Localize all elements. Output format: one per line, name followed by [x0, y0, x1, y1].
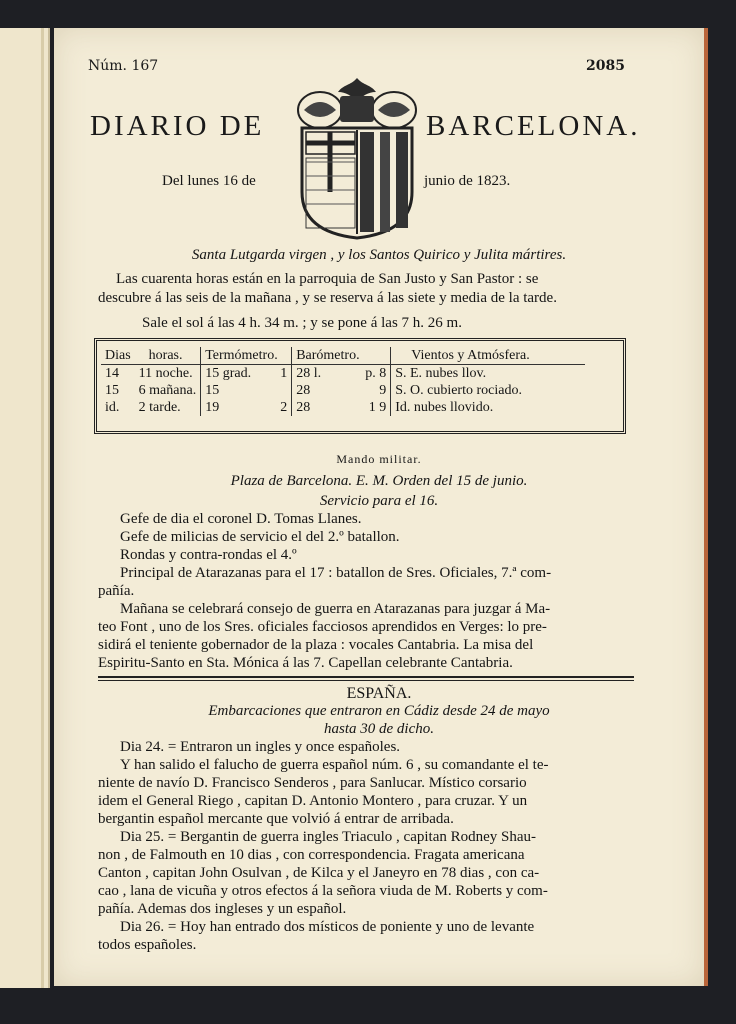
- cell-baro: 28: [296, 399, 311, 415]
- military-subheading: Plaza de Barcelona. E. M. Orden del 15 de junio.: [230, 473, 528, 489]
- spain-line: non , de Falmouth en 10 dias , con correspondencia. Fragata americana: [98, 847, 525, 863]
- cell-termo-frac: 1: [280, 365, 288, 381]
- cell-viento: S. E. nubes llov.: [395, 365, 487, 381]
- cell-viento: S. O. cubierto rociado.: [395, 382, 522, 398]
- col-termometro: Termómetro.: [201, 347, 292, 365]
- table-row: [101, 399, 585, 416]
- sunrise-sunset: Sale el sol á las 4 h. 34 m. ; y se pone á las 7 h. 26 m.: [142, 315, 462, 331]
- spain-line: todos españoles.: [98, 937, 197, 953]
- cell-baro: 28 l.: [296, 365, 322, 381]
- spain-subheading: Embarcaciones que entraron en Cádiz desde 24 de mayo: [208, 703, 550, 719]
- page-number: 2085: [586, 58, 625, 74]
- military-line: Gefe de milicias de servicio el del 2.º batallon.: [120, 529, 400, 545]
- spain-heading: ESPAÑA.: [346, 685, 412, 702]
- cell-hora: 2 tarde.: [135, 399, 201, 416]
- spain-subheading: hasta 30 de dicho.: [324, 721, 434, 737]
- masthead-left: DIARIO DE: [90, 110, 265, 142]
- issue-number: Núm. 167: [88, 58, 159, 74]
- spain-line: niente de navío D. Francisco Senderos , para Sanlucar. Místico corsario: [98, 775, 527, 791]
- cell-termo: 19: [205, 399, 220, 415]
- cell-termo: 15 grad.: [205, 365, 252, 381]
- military-line: Principal de Atarazanas para el 17 : batallon de Sres. Oficiales, 7.ª com-: [120, 565, 552, 581]
- military-line: Rondas y contra-rondas el 4.º: [120, 547, 297, 563]
- section-divider: [98, 676, 634, 678]
- spain-line: Canton , capitan John Osulvan , de Kilca y el Janeyro en 78 dias , con ca-: [98, 865, 540, 881]
- spain-line: Y han salido el falucho de guerra español núm. 6 , su comandante el te-: [120, 757, 549, 773]
- masthead-right: BARCELONA.: [426, 110, 641, 142]
- adjacent-page-edge: [0, 28, 50, 988]
- col-horas: horas.: [135, 347, 201, 365]
- spain-line: pañía. Ademas dos ingleses y un español.: [98, 901, 347, 917]
- table-row: [101, 365, 585, 383]
- cell-baro-p: p. 8: [365, 365, 387, 381]
- table-row: [101, 382, 585, 399]
- spain-line: cao , lana de vicuña y otros efectos á la señora viuda de M. Roberts y com-: [98, 883, 548, 899]
- cell-hora: 6 mañana.: [135, 382, 201, 399]
- forty-hours-line-1: Las cuarenta horas están en la parroquia de San Justo y San Pastor : se: [116, 271, 539, 287]
- spain-line: Dia 24. = Entraron un ingles y once españoles.: [120, 739, 401, 755]
- spain-line: idem el General Riego , capitan D. Antonio Montero , para cruzar. Y un: [98, 793, 528, 809]
- weather-table: [101, 347, 585, 416]
- saints-of-day: Santa Lutgarda virgen , y los Santos Quirico y Julita mártires.: [191, 247, 567, 263]
- date-right: junio de 1823.: [424, 173, 511, 189]
- cell-termo: 15: [205, 382, 220, 398]
- cell-baro-p: 1 9: [368, 399, 387, 415]
- council-line: Espiritu-Santo en Sta. Mónica á las 7. Capellan celebrante Cantabria.: [98, 655, 513, 671]
- council-line: Mañana se celebrará consejo de guerra en Atarazanas para juzgar á Ma-: [120, 601, 551, 617]
- spain-line: Dia 26. = Hoy han entrado dos místicos de poniente y uno de levante: [120, 919, 535, 935]
- military-heading: Mando militar.: [336, 452, 422, 466]
- cell-dia: 15: [105, 382, 119, 398]
- military-line: Gefe de dia el coronel D. Tomas Llanes.: [120, 511, 362, 527]
- col-dias: Dias: [101, 347, 135, 365]
- council-line: teo Font , uno de los Sres. oficiales facciosos aprendidos en Verges: lo pre-: [98, 619, 547, 635]
- cell-hora: 11 noche.: [135, 365, 201, 383]
- cell-termo-frac: 2: [280, 399, 288, 415]
- spain-line: bergantin español mercante que volvió á entrar de arribada.: [98, 811, 454, 827]
- barcelona-crest-icon: [292, 72, 422, 242]
- col-barometro: Barómetro.: [292, 347, 391, 365]
- cell-baro-p: 9: [379, 382, 387, 398]
- military-line: pañía.: [98, 583, 135, 599]
- forty-hours-line-2: descubre á las seis de la mañana , y se reserva á las siete y media de la tarde.: [98, 290, 557, 306]
- col-vientos: Vientos y Atmósfera.: [391, 347, 586, 365]
- service-heading: Servicio para el 16.: [319, 493, 439, 509]
- cell-viento: Id. nubes llovido.: [395, 399, 494, 415]
- cell-baro: 28: [296, 382, 311, 398]
- date-left: Del lunes 16 de: [162, 173, 256, 189]
- weather-table-frame: [94, 338, 626, 434]
- spain-line: Dia 25. = Bergantin de guerra ingles Triaculo , capitan Rodney Shau-: [120, 829, 537, 845]
- section-divider: [98, 680, 634, 681]
- council-line: sidirá el teniente gobernador de la plaza : vocales Cantabria. La misa del: [98, 637, 534, 653]
- cell-dia: 14: [105, 365, 119, 381]
- newspaper-page: [54, 28, 708, 986]
- cell-dia: id.: [105, 399, 120, 415]
